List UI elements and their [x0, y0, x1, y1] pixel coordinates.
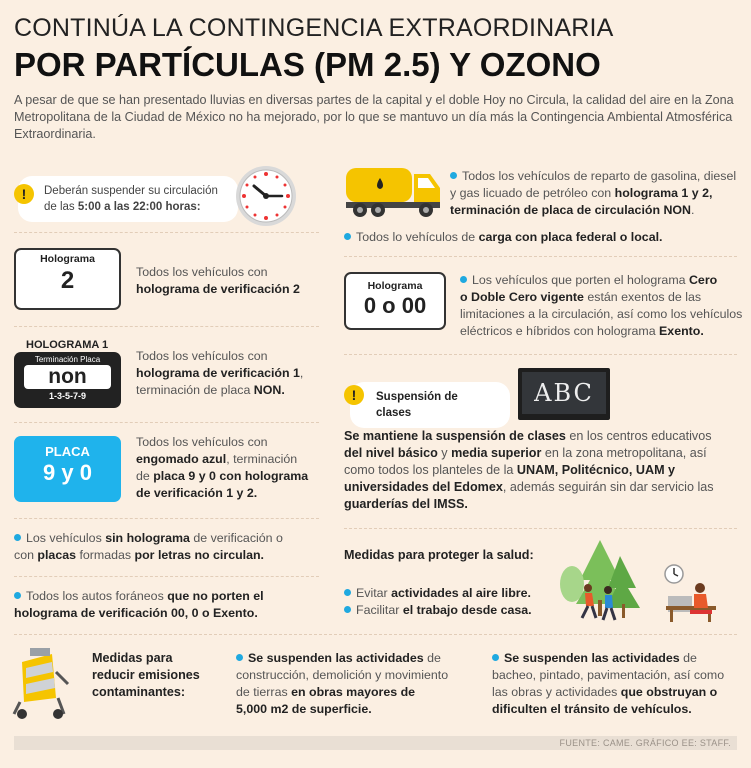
park-exercise-icon — [558, 538, 642, 622]
divider — [14, 422, 319, 423]
holograma-2-text — [136, 264, 300, 298]
clases-label-text: Suspensión de clases — [376, 391, 458, 419]
placa-bold-2: placa 9 y 0 — [153, 469, 216, 483]
clases-line-1 — [344, 428, 739, 445]
clases-h: UNAM, Politécnico, UAM y — [516, 463, 676, 477]
placa-pre: de — [136, 469, 154, 483]
bullet-dot — [14, 534, 21, 541]
carga-a: Todos lo vehículos de — [356, 230, 479, 244]
c1-b: de — [423, 651, 441, 665]
clases-g: como todos los planteles de la — [344, 463, 517, 477]
salud-item-1 — [344, 585, 532, 602]
holo2-line-2: holograma de verificación 2 — [136, 282, 300, 296]
plate-label: Holograma — [40, 253, 95, 265]
gas-e: . — [691, 203, 695, 217]
c1-line-1 — [236, 650, 448, 667]
gas-line-1 — [450, 168, 736, 185]
gas-b: y gas licuado de petróleo con — [450, 186, 615, 200]
holo2-line-1: Todos los vehículos con — [136, 265, 268, 279]
placa-line-4: de verificación 1 y 2. — [136, 486, 258, 500]
construccion-text — [236, 650, 448, 718]
notice-line-2 — [44, 199, 224, 215]
suspension-clases-label — [350, 382, 510, 428]
title-line-2: POR PARTÍCULAS (PM 2.5) Y OZONO — [14, 46, 601, 83]
for-line-1 — [14, 588, 264, 605]
cero-f: eléctricos e híbridos con holograma — [460, 324, 660, 338]
cero-d: están exentos de las — [583, 290, 702, 304]
clases-e: media superior — [451, 446, 542, 460]
carga-text — [344, 229, 662, 246]
placa-value: 9 y 0 — [43, 460, 92, 485]
for-b: que no porten el — [167, 589, 264, 603]
c2-line-1 — [492, 650, 724, 667]
divider — [344, 528, 737, 529]
clases-d: y — [437, 446, 452, 460]
gas-line-3 — [450, 202, 736, 219]
salud-title: Medidas para proteger la salud: — [344, 548, 534, 562]
emisiones-title — [92, 650, 200, 701]
cero-c: o Doble Cero vigente — [460, 290, 584, 304]
notice-hours: 5:00 a las 22:00 horas: — [77, 201, 201, 213]
divider — [344, 354, 737, 355]
placa-line-1: Todos los vehículos con — [136, 435, 268, 449]
emisiones-title-3: contaminantes: — [92, 685, 186, 699]
placa-text — [136, 434, 308, 502]
placa-bold-1: engomado azul — [136, 452, 227, 466]
c1-line-2: construcción, demolición y movimiento — [236, 668, 449, 682]
cero-line-3: limitaciones a la circulación, así como los vehículos — [460, 307, 743, 321]
gas-line-2 — [450, 185, 736, 202]
holo1-comma: , — [299, 366, 304, 380]
intro-text: A pesar de que se han presentado lluvias en diversas partes de la capital y el doble Hoy no Circula, la calidad del aire en la Zona Metropolitana de la Ciudad de México no ha mejorado, por lo que se mantuvo un día más la Contingencia Ambiental Atmosférica Extraordinaria. — [14, 93, 734, 141]
clases-line-3 — [344, 462, 739, 479]
plate-inner-label: Terminación Placa — [34, 355, 101, 364]
clases-line-4 — [344, 479, 739, 496]
gas-c: holograma 1 y 2, — [614, 186, 713, 200]
placa-end: , terminación — [226, 452, 298, 466]
holograma-1-plate — [14, 352, 121, 408]
sin-g: por letras no circulan. — [134, 548, 264, 562]
salud-1b: actividades al aire libre. — [391, 586, 531, 600]
clases-text — [344, 428, 739, 513]
holo1-bold: holograma de verificación 1 — [136, 366, 300, 380]
holo1-non: NON. — [253, 383, 285, 397]
placa-line-3 — [136, 468, 308, 485]
divider — [14, 518, 319, 519]
warning-icon: ! — [344, 385, 364, 405]
tanker-truck-icon — [344, 160, 444, 222]
home-office-icon — [660, 562, 720, 622]
plate-value: 2 — [60, 267, 75, 294]
holo1-line-1: Todos los vehículos con — [136, 349, 268, 363]
cero-line-4 — [460, 323, 742, 340]
clases-c: del nivel básico — [344, 446, 438, 460]
c1-a: Se suspenden las actividades — [248, 651, 424, 665]
sin-line-2 — [14, 547, 283, 564]
for-a: Todos los autos foráneos — [26, 589, 168, 603]
sin-a: Los vehículos — [26, 531, 106, 545]
sin-c: de verificación o — [189, 531, 283, 545]
clases-line-5: guarderías del IMSS. — [344, 497, 468, 511]
notice-line-1: Deberán suspender su circulación — [44, 185, 218, 197]
holo1-line-2 — [136, 365, 303, 382]
bullet-dot — [344, 589, 351, 596]
plate-non: non — [24, 365, 111, 389]
c2-b: de — [679, 651, 697, 665]
emisiones-title-2: reducir emisiones — [92, 668, 200, 682]
chalkboard-text: ABC — [534, 379, 594, 407]
salud-2a: Facilitar — [356, 603, 403, 617]
bullet-dot — [492, 654, 499, 661]
plate-value: 0 o 00 — [363, 293, 427, 318]
c2-line-4: dificulten el tránsito de vehículos. — [492, 702, 692, 716]
divider — [344, 256, 737, 257]
cero-text — [460, 272, 742, 340]
salud-2b: el trabajo desde casa. — [402, 603, 532, 617]
warning-icon: ! — [14, 184, 34, 204]
holograma-cero-plate — [344, 272, 446, 330]
clock-icon — [234, 164, 298, 228]
divider — [14, 232, 319, 233]
bullet-dot — [14, 592, 21, 599]
salud-1a: Evitar — [356, 586, 392, 600]
bullet-dot — [344, 606, 351, 613]
holograma-1-text — [136, 348, 303, 399]
salud-list — [344, 585, 532, 619]
placa-label: PLACA — [45, 444, 90, 459]
c1-d: de tierras — [236, 685, 292, 699]
placa-azul — [14, 436, 121, 502]
cero-b: Cero — [688, 273, 718, 287]
c2-line-3 — [492, 684, 724, 701]
plate-label: Holograma — [367, 280, 423, 292]
holograma-1-label: HOLOGRAMA 1 — [26, 339, 109, 351]
divider — [14, 576, 319, 577]
c2-a: Se suspenden las actividades — [504, 651, 680, 665]
sin-b: sin holograma — [105, 531, 190, 545]
sin-line-1 — [14, 530, 283, 547]
chalkboard-icon — [518, 368, 610, 420]
salud-item-2 — [344, 602, 532, 619]
cero-line-2 — [460, 289, 742, 306]
divider — [14, 634, 737, 635]
title-line-1: CONTINÚA LA CONTINGENCIA EXTRAORDINARIA — [14, 14, 614, 42]
clases-f: en la zona metropolitana, así — [541, 446, 707, 460]
cero-g: Exento. — [659, 324, 704, 338]
clases-a: Se mantiene la suspensión de clases — [344, 429, 566, 443]
emisiones-title-1: Medidas para — [92, 651, 173, 665]
clases-i: universidades del Edomex — [344, 480, 503, 494]
bullet-dot — [236, 654, 243, 661]
sin-d: con — [14, 548, 38, 562]
c2-e: que obstruyan o — [620, 685, 718, 699]
cement-mixer-icon — [12, 644, 70, 720]
gas-d: terminación de placa de circulación NON — [450, 203, 692, 217]
c1-e: en obras mayores de — [291, 685, 416, 699]
holo1-line-3 — [136, 382, 303, 399]
placa-line-2 — [136, 451, 308, 468]
bullet-dot — [450, 172, 457, 179]
source-footer: FUENTE: CAME. GRÁFICO EE: STAFF. — [14, 736, 737, 750]
clases-j: , además seguirán sin dar servicio las — [502, 480, 714, 494]
c2-line-2: bacheo, pintado, pavimentación, así como — [492, 668, 725, 682]
sin-holograma-text — [14, 530, 283, 564]
bullet-dot — [344, 233, 351, 240]
clases-b: en los centros educativos — [565, 429, 712, 443]
holo1-pre: terminación de placa — [136, 383, 254, 397]
circulation-notice — [18, 176, 238, 222]
sin-e: placas — [37, 548, 76, 562]
cero-a: Los vehículos que porten el holograma — [472, 273, 689, 287]
placa-bold-3: con holograma — [215, 469, 309, 483]
c2-d: las obras y actividades — [492, 685, 621, 699]
plate-digits: 1-3-5-7-9 — [48, 391, 86, 401]
holograma-2-plate — [14, 248, 121, 310]
clases-line-2 — [344, 445, 739, 462]
notice-pre: de las — [44, 201, 78, 213]
foraneos-text — [14, 588, 264, 622]
carga-b: carga con placa federal o local. — [478, 230, 663, 244]
sin-f: formadas — [76, 548, 135, 562]
c1-line-3 — [236, 684, 448, 701]
divider — [14, 326, 319, 327]
c1-line-4: 5,000 m2 de superficie. — [236, 702, 372, 716]
cero-line-1 — [460, 272, 742, 289]
bullet-dot — [460, 276, 467, 283]
for-line-2: holograma de verificación 00, 0 o Exento. — [14, 606, 258, 620]
bacheo-text — [492, 650, 724, 718]
gas-a: Todos los vehículos de reparto de gasolina, diesel — [462, 169, 737, 183]
gas-text — [450, 168, 736, 219]
